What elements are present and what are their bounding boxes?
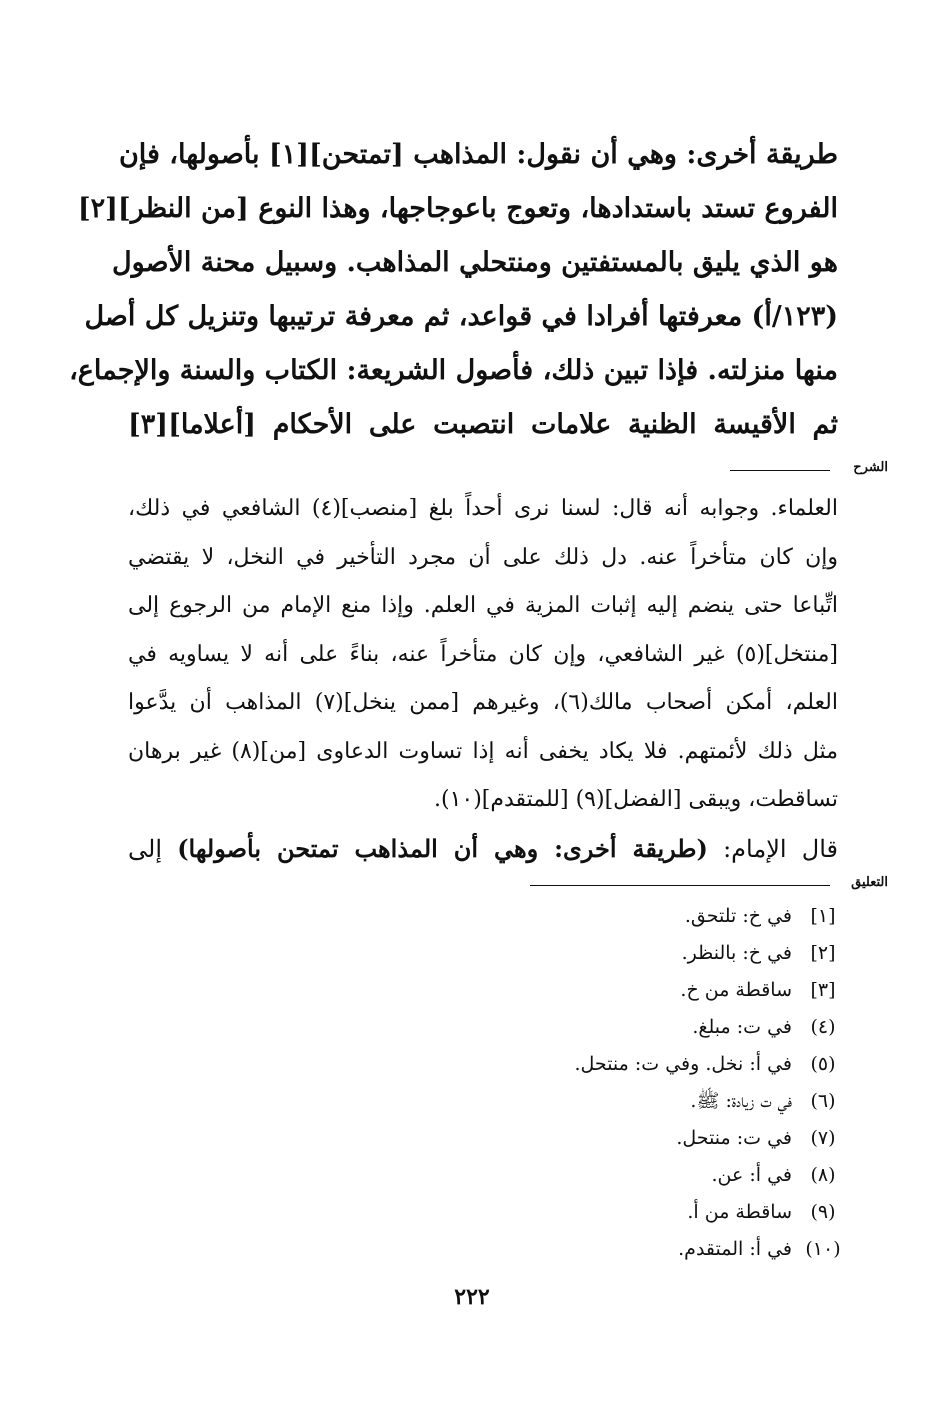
footnote-text: في أ: نخل. وفي ت: منتحل. <box>574 1053 792 1075</box>
taliq-divider <box>530 885 830 886</box>
sharh-label: الشرح <box>853 460 888 475</box>
footnote <box>342 1157 842 1194</box>
footnote <box>342 1046 842 1083</box>
imam-quote-block <box>128 827 838 871</box>
sharh-text-line: تساقطت، ويبقى [الفضل](٩) [للمتقدم](١٠). <box>433 787 838 812</box>
footnote-mark: [١] <box>810 905 836 927</box>
footnote-text: في ت زيادة: ﷺ. <box>690 1090 792 1112</box>
sharh-text-line: مثل ذلك لأئمتهم. فلا يكاد يخفى أنه إذا تساوت الدعاوى [من](٨) غير برهان <box>128 738 838 764</box>
taliq-label: التعليق <box>851 875 888 890</box>
main-text-block <box>69 128 838 452</box>
footnote <box>342 935 842 972</box>
sharh-text-line: وإن كان متأخراً عنه. دل ذلك على أن مجرد التأخير في النخل، لا يقتضي <box>128 544 838 570</box>
page-number: ٢٢٢ <box>454 1284 490 1310</box>
footnote <box>342 1231 842 1268</box>
footnote-text: ساقطة من أ. <box>687 1201 792 1223</box>
footnote <box>342 1120 842 1157</box>
footnote-text: في ت: مبلغ. <box>692 1016 792 1038</box>
quote-bold-text: (طريقة أخرى: وهي أن المذاهب تمتحن بأصولها) <box>177 834 708 863</box>
sharh-text-line: اتِّباعا حتى ينضم إليه إثبات المزية في العلم. وإذا منع الإمام من الرجوع إلى <box>128 593 838 618</box>
main-text-line: منها منزلته. فإذا تبين ذلك، فأصول الشريعة: الكتاب والسنة والإجماع، <box>69 355 838 386</box>
imam-quote-line <box>128 827 838 871</box>
sharh-text-line: العلماء. وجوابه أنه قال: لسنا نرى أحداً بلغ [منصب](٤) الشافعي في ذلك، <box>128 496 838 521</box>
footnote-text: ساقطة من خ. <box>680 979 792 1001</box>
footnote-mark: (٦) <box>810 1090 836 1112</box>
footnote <box>342 898 842 935</box>
footnote-mark: (٨) <box>810 1164 836 1186</box>
sharh-text-block <box>128 485 838 825</box>
footnote-text: في أ: المتقدم. <box>678 1238 792 1260</box>
quote-prefix: قال الإمام: <box>707 835 838 863</box>
main-text-line: طريقة أخرى: وهي أن نقول: المذاهب [تمتحن][١] بأصولها، فإن <box>118 139 838 170</box>
footnote-mark: (٩) <box>810 1201 836 1223</box>
main-text-line: ثم الأقيسة الظنية علامات انتصبت على الأحكام [أعلاما][٣] <box>128 409 838 440</box>
footnote-mark: (٧) <box>810 1127 836 1149</box>
footnote <box>342 972 842 1009</box>
footnote-mark: (١٠) <box>805 1238 841 1260</box>
footnotes-list <box>342 898 842 1268</box>
footnote-mark: [٣] <box>810 979 836 1001</box>
footnote-mark: (٥) <box>810 1053 836 1075</box>
main-text-line: (١٢٣/أ) معرفتها أفرادا في قواعد، ثم معرفة ترتيبها وتنزيل كل أصل <box>84 301 838 332</box>
footnote-text: في أ: عن. <box>711 1164 792 1186</box>
footnote-text: في خ: بالنظر. <box>681 942 792 964</box>
footnote-mark: (٤) <box>810 1016 836 1038</box>
footnote <box>342 1009 842 1046</box>
sharh-text-line: العلم، أمكن أصحاب مالك(٦)، وغيرهم [ممن ينخل](٧) المذاهب أن يدَّعوا <box>128 690 838 715</box>
footnote-text: في خ: تلتحق. <box>684 905 792 927</box>
footnote <box>342 1083 842 1120</box>
footnote-mark: [٢] <box>810 942 836 964</box>
footnote-text: في ت: منتحل. <box>676 1127 792 1149</box>
footnote <box>342 1194 842 1231</box>
sharh-text-line: [منتخل](٥) غير الشافعي، وإن كان متأخراً عنه، بناءً على أنه لا يساويه في <box>128 641 838 667</box>
sharh-divider <box>730 470 830 471</box>
main-text-line: الفروع تستد باستدادها، وتعوج باعوجاجها، وهذا النوع [من النظر][٢] <box>77 193 838 224</box>
quote-suffix: إلى <box>128 835 178 863</box>
main-text-line: هو الذي يليق بالمستفتين ومنتحلي المذاهب. وسبيل محنة الأصول <box>112 247 838 278</box>
